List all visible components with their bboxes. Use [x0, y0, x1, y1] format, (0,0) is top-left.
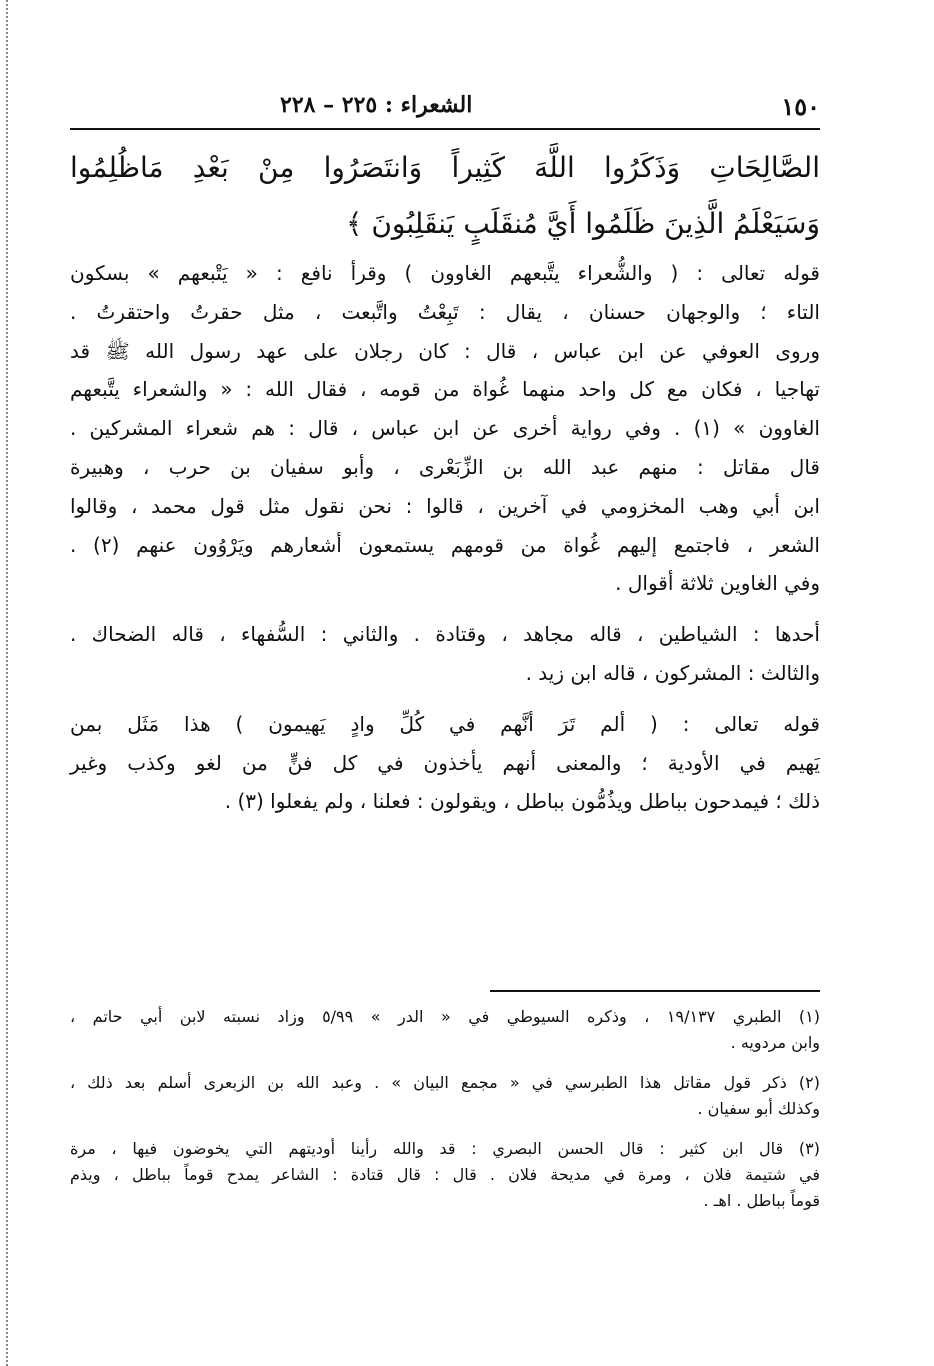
footnote-line: (٣) قال ابن كثير : قال الحسن البصري : قد والله رأينا أوديتهم التي يخوضون فيها ، مرة — [70, 1139, 820, 1158]
scan-edge-dotted-line — [6, 0, 8, 1366]
footnote-gap — [70, 1122, 820, 1136]
commentary-body — [70, 254, 820, 821]
footnote-line: في شتيمة فلان ، ومرة في مديحة فلان . قال : قال قتادة : الشاعر يمدح قوماً بباطل ، ويذم — [70, 1165, 820, 1184]
footnotes — [70, 1004, 820, 1214]
footnote-rule — [490, 990, 820, 992]
footnote-line: (١) الطبري ١٩/١٣٧ ، وذكره السيوطي في « الدر » ٥/٩٩ وزاد نسبته لابن أبي حاتم ، — [70, 1007, 820, 1026]
body-line: تهاجيا ، فكان مع كل واحد منهما غُواة من قومه ، فقال الله : « والشعراء يتَّبعهم — [70, 377, 820, 402]
body-line: والثالث : المشركون ، قاله ابن زيد . — [525, 660, 820, 685]
body-line: قال مقاتل : منهم عبد الله بن الزِّبَعْرى ، وأبو سفيان بن حرب ، وهبيرة — [70, 454, 820, 479]
body-line: وفي الغاوين ثلاثة أقوال . — [615, 571, 820, 596]
running-title: الشعراء : ٢٢٥ – ٢٢٨ — [280, 92, 473, 118]
quran-verse — [70, 140, 820, 252]
body-line: أحدها : الشياطين ، قاله مجاهد ، وقتادة . والثاني : السُّفهاء ، قاله الضحاك . — [70, 622, 820, 647]
body-line: يَهيم في الأودية ؛ والمعنى أنهم يأخذون في كل فنٍّ من لغو وكذب وغير — [70, 750, 820, 775]
body-line: التاء ؛ والوجهان حسنان ، يقال : تَبِعْتُ واتَّبعت ، مثل حقرتُ واحتقرتُ . — [70, 299, 820, 324]
page-header — [70, 78, 820, 124]
body-line: الغاوون » (١) . وفي رواية أخرى عن ابن عباس ، قال : هم شعراء المشركين . — [70, 416, 820, 441]
body-line: ابن أبي وهب المخزومي في آخرين ، قالوا : نحن نقول مثل قول محمد ، وقالوا — [70, 493, 820, 518]
footnote-line: قوماً بباطل . اهـ . — [703, 1191, 820, 1210]
footnote-gap — [70, 1056, 820, 1070]
header-rule — [70, 128, 820, 130]
page-number: ١٥٠ — [781, 92, 820, 121]
body-line: ذلك ؛ فيمدحون بباطل ويذُمُّون بباطل ، ويقولون : فعلنا ، ولم يفعلوا (٣) . — [224, 789, 820, 814]
paragraph-gap — [70, 693, 820, 705]
body-line: وروى العوفي عن ابن عباس ، قال : كان رجلان على عهد رسول الله ﷺ قد — [70, 338, 820, 363]
body-line: الشعر ، فاجتمع إليهم غُواة من قومهم يستمعون أشعارهم ويَرْوُون عنهم (٢) . — [70, 532, 820, 557]
footnote-line: (٢) ذكر قول مقاتل هذا الطبرسي في « مجمع البيان » . وعبد الله بن الزبعرى أسلم بعد ذلك ، — [70, 1073, 820, 1092]
paragraph-gap — [70, 603, 820, 615]
verse-line: وَسَيَعْلَمُ الَّذِينَ ظَلَمُوا أَيَّ مُنقَلَبٍ يَنقَلِبُونَ ﴾ — [346, 207, 820, 240]
body-line: قوله تعالى : ( والشُّعراء يتَّبعهم الغاوون ) وقرأ نافع : « يَتْبعهم » بسكون — [70, 261, 820, 285]
footnote-line: وابن مردويه . — [730, 1033, 820, 1052]
verse-line: الصَّالِحَاتِ وَذَكَرُوا اللَّهَ كَثِيراً وَانتَصَرُوا مِنْ بَعْدِ مَاظُلِمُوا — [70, 151, 820, 184]
footnote-line: وكذلك أبو سفيان . — [697, 1099, 820, 1118]
body-line: قوله تعالى : ( ألم تَرَ أنَّهم في كُلِّ وادٍ يَهيمون ) هذا مَثَل بمن — [70, 711, 820, 736]
book-page — [70, 78, 820, 1210]
